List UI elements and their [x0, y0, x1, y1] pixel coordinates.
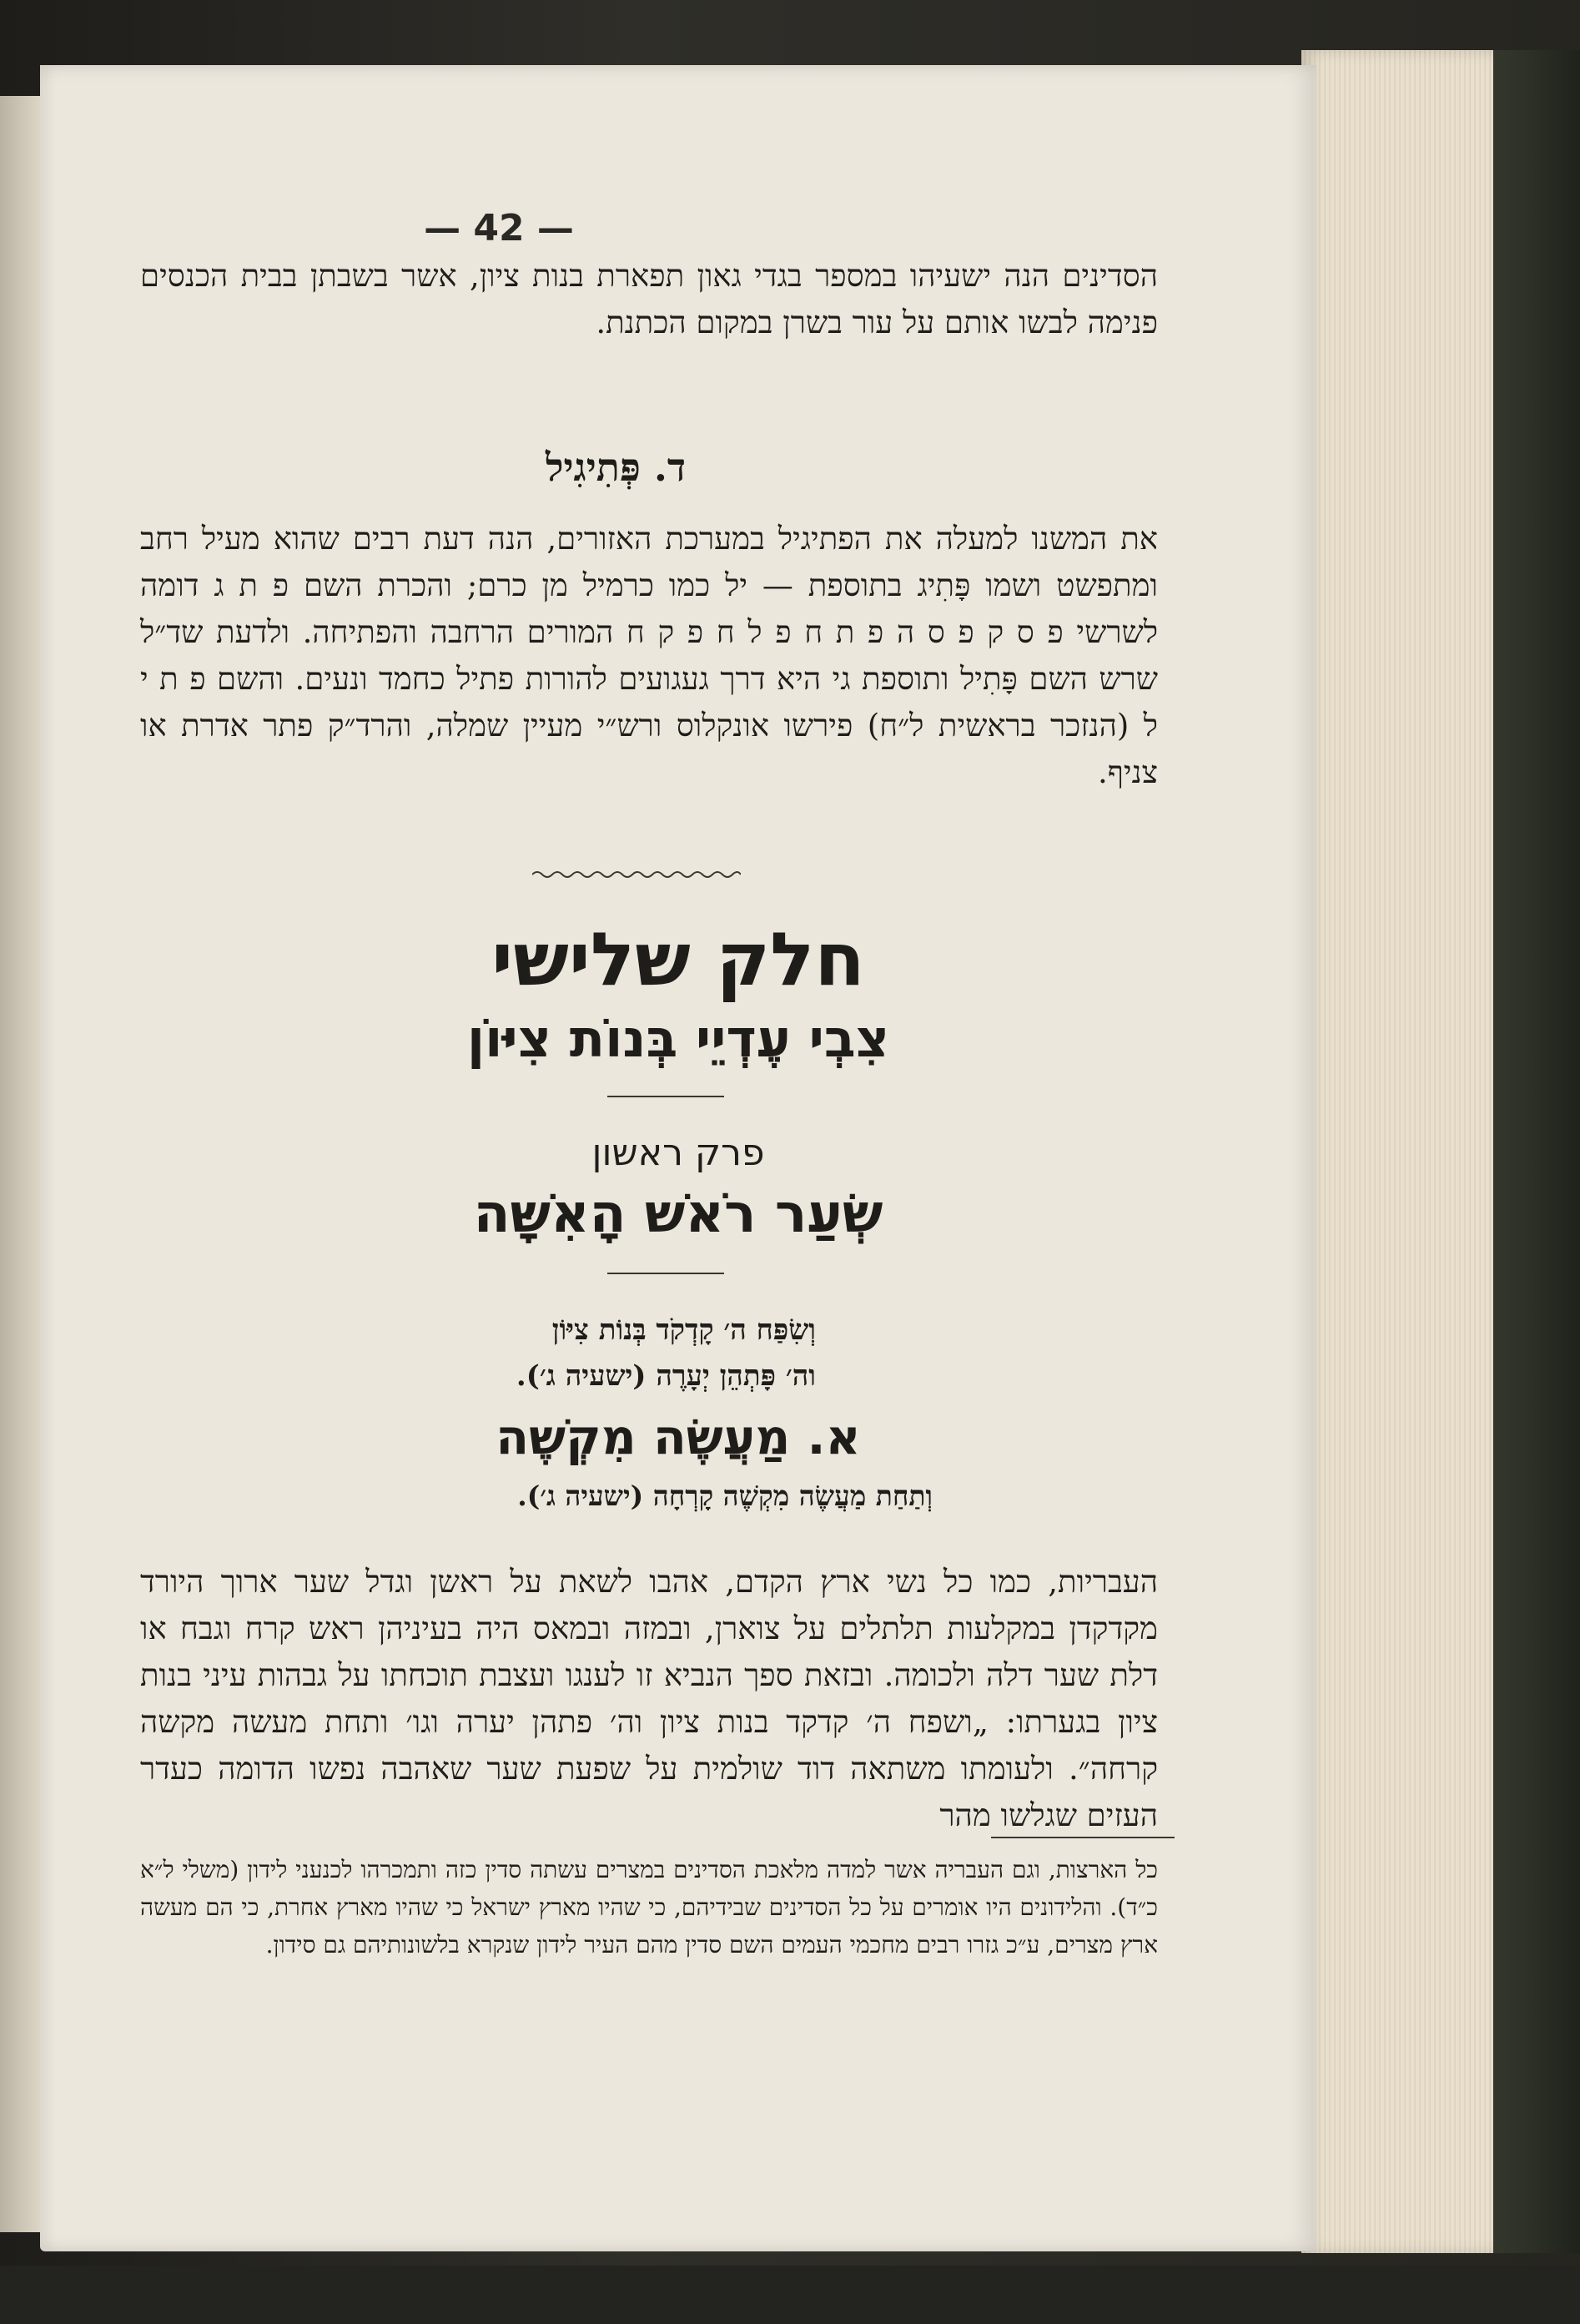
top-paragraph: הסדינים הנה ישעיהו במספר בגדי גאון תפארת בנות ציון, אשר בשבתן בבית הכנסים פנימה לבשו אותם על עור בשרן במקום הכתנת. [140, 258, 1158, 340]
divider-rule [607, 1273, 724, 1274]
footnote-rule [991, 1837, 1175, 1838]
part-title: חלק שלישי [491, 916, 865, 1002]
section-a-verse: וְתַחַת מַעֲשֶׂה מִקְשֶׁה קָרְחָה (ישעיה ג׳). [517, 1480, 933, 1512]
section-d-text: את המשנו למעלה את הפתיגיל במערכת האזורים, הנה דעת רבים שהוא מעיל רחב ומתפשט ושמו פָּתִיג בתוספת — יל כמו כרמיל מן כרם; והכרת השם פ ת ג דומה לשרשי פ ס ק פ ס ה פ ת ח פ ל ח פ ק ח המורים הרחבה והפתיחה. ולדעת שד״ל שרש השם פָּתִיל ותוספת גי היא דרך געגועים להורות פתיל כחמד ונעים. והשם פ ת י ל (הנזכר בראשית ל״ח) פירשו אונקלוס ורש״י מעיין שמלה, והרד״ק פתר אדרת או צניף. [140, 521, 1158, 790]
ornamental-divider [532, 866, 741, 883]
previous-page-edge [0, 96, 40, 2232]
chapter-title: שְׂעַר רֹאשׁ הָאִשָּׁה [473, 1183, 883, 1245]
page-number: — 42 — [424, 207, 574, 250]
divider-rule [607, 1096, 724, 1097]
verse-line: וה׳ פָּתְהֵן יְעָרֶה (ישעיה ג׳). [516, 1359, 816, 1393]
cover-edge-bottom [0, 2266, 1580, 2324]
book-page [40, 65, 1316, 2251]
chapter-label: פרק ראשון [591, 1132, 765, 1174]
page-edges [1301, 50, 1493, 2253]
part-subtitle: צִבְי עֶדְיֵי בְּנוֹת צִיּוֹן [466, 1008, 890, 1069]
footnotes: כל הארצות, וגם העבריה אשר למדה מלאכת הסדינים במצרים עשתה סדין כזה ותמכרהו לכנעני לידון (משלי ל״א כ״ד). והלידונים היו אומרים על כל הסדינים שבידיהם, כי שהיו מארץ ישראל כי שהיו מארץ אחרת, כי הם מעשה ארץ מצרים, ע״כ גזרו רבים מחכמי העמים השם סדין מהם העיר לידון שנקרא בלשונותיהם גם סידון. [140, 1856, 1158, 1959]
section-d-heading: ד. פְּתִיגִיל [545, 445, 687, 490]
main-paragraph: העבריות, כמו כל נשי ארץ הקדם, אהבו לשאת על ראשן וגדל שער ארוך היורד מקדקדן במקלעות תלתלים על צוארן, ובמזה ובמאס היה בעיניהן ראש קרח וגבח או דלת שער דלה ולכומה. ובזאת ספך הנביא זו לענגו ועצבת תוכחתו על גבהות עיני בנות ציון בגערתו: „ושפח ה׳ קדקד בנות ציון וה׳ פתהן יערה וגו׳ ותחת מעשה מקשה קרחה״. ולעומתו משתאה דוד שולמית על שפעת שער שאהבה נפשו הדומה כעדר העזים שגלשו מהר [140, 1564, 1158, 1833]
verse-line: וְשִׂפַּח ה׳ קָדְקֹד בְּנוֹת צִיּוֹן [551, 1313, 816, 1347]
section-a-heading: א. מַעֲשֶׂה מִקְשֶׁה [496, 1409, 861, 1465]
